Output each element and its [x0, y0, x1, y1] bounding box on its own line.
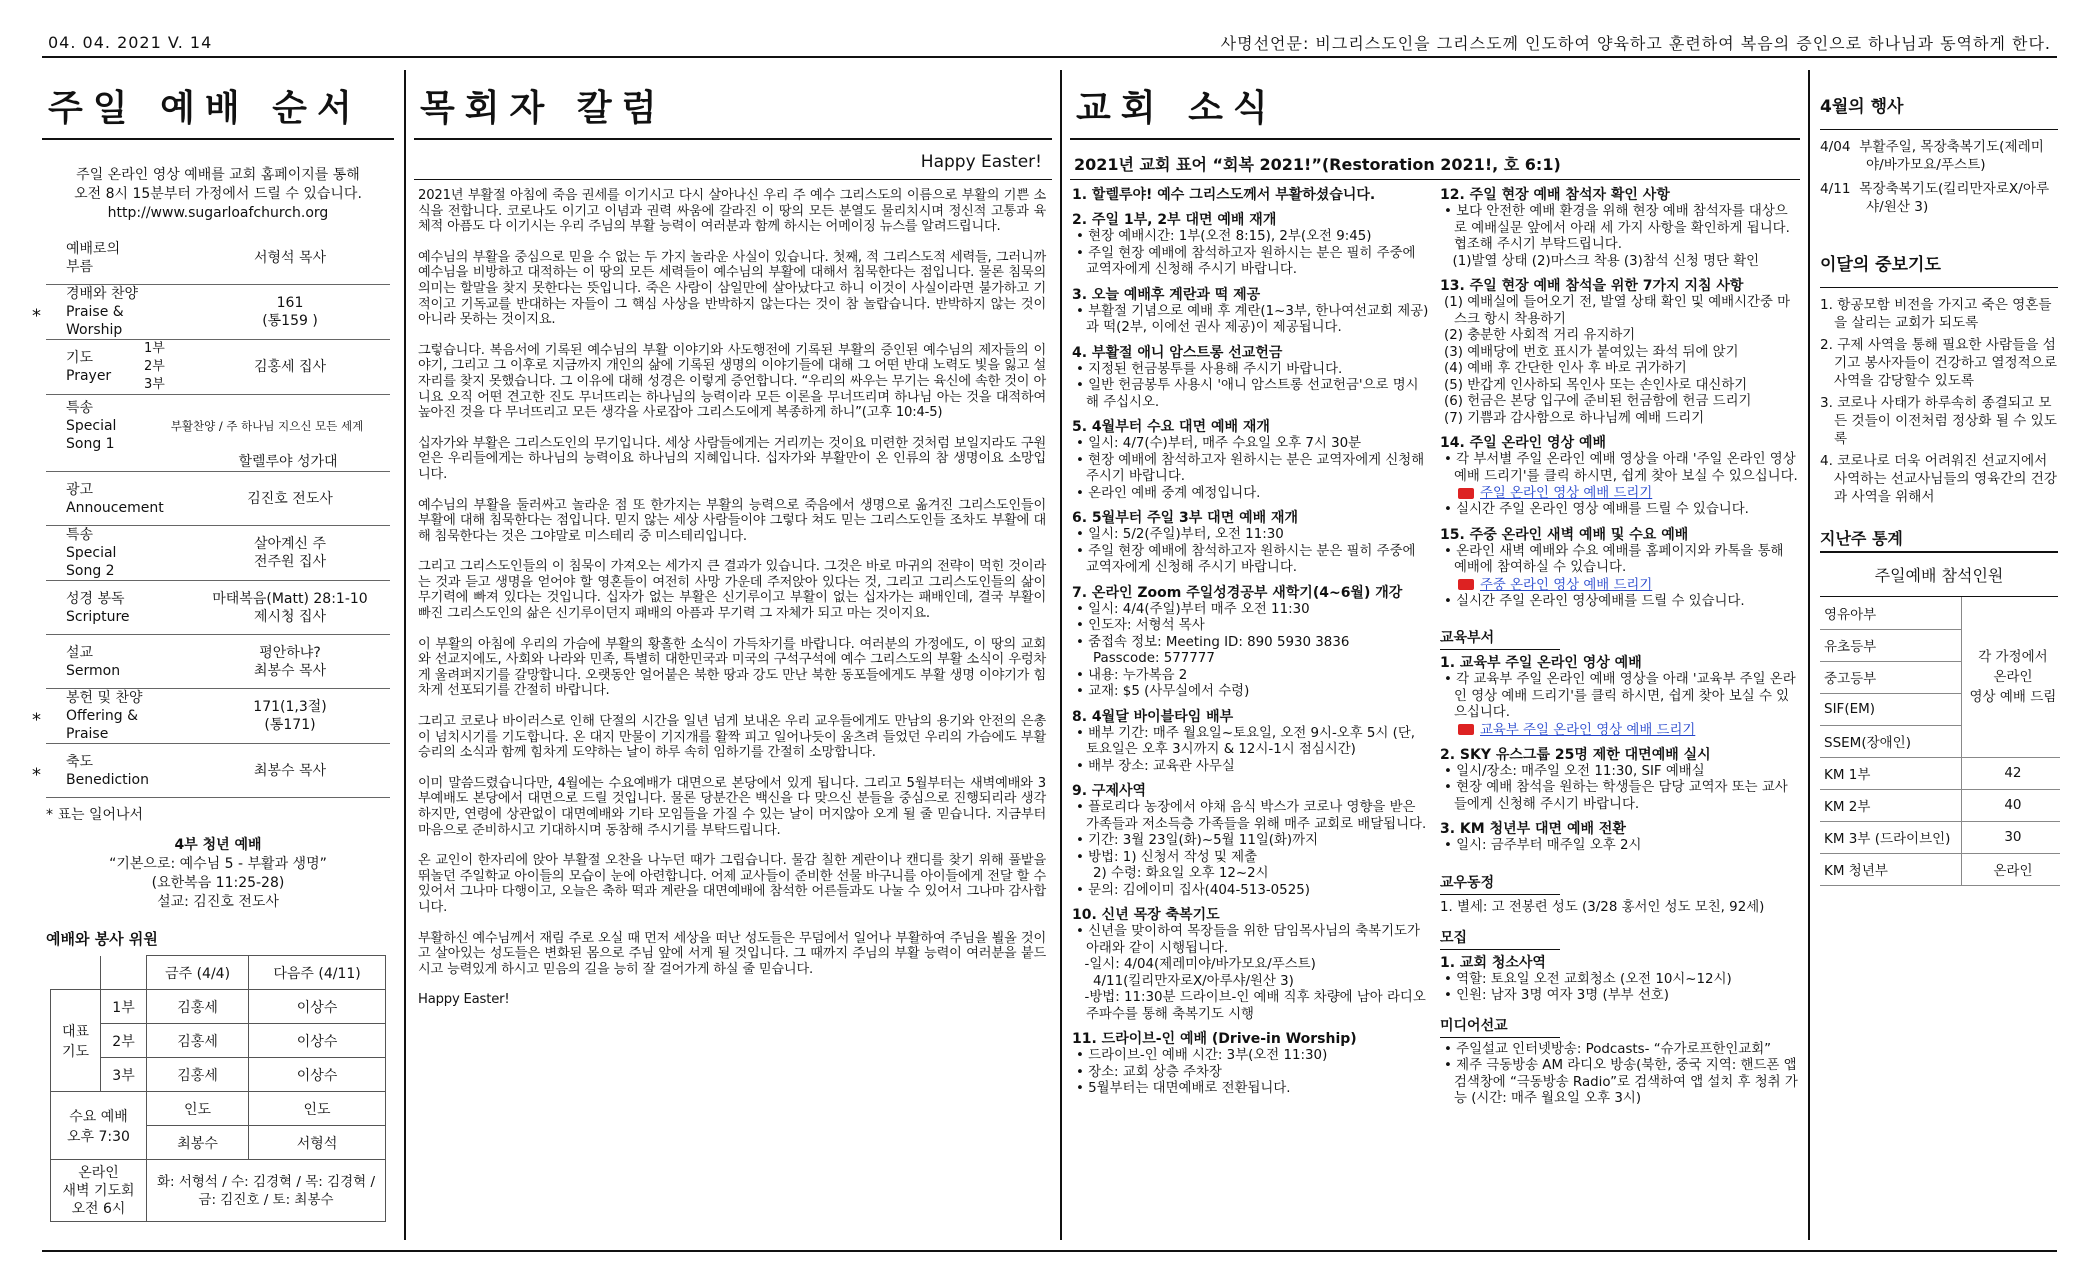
- column-body: [414, 180, 1052, 1008]
- stand-marker: *: [32, 764, 41, 786]
- news-line: • 줌접속 정보: Meeting ID: 890 5930 3836: [1076, 634, 1350, 650]
- news-right: [1440, 186, 1798, 1108]
- news-line: • 일시: 4/4(주일)부터 매주 오전 11:30: [1076, 601, 1310, 617]
- worship-order-row: [46, 340, 390, 395]
- stand-marker: *: [32, 709, 41, 731]
- staff-cell: 김홍세: [147, 1058, 249, 1092]
- staff-cell: 김홍세: [147, 990, 249, 1024]
- worship-order-row: [46, 526, 390, 581]
- stand-marker: *: [32, 305, 41, 327]
- order-value: 최봉수 목사: [253, 762, 327, 779]
- staff-cell: 최봉수: [147, 1126, 249, 1160]
- column-subtitle: Happy Easter!: [414, 140, 1052, 180]
- church-news-column: [1060, 70, 1800, 1240]
- worship-order-column: [32, 70, 394, 1240]
- event-text: 부활주일, 목장축복기도(제레미야/바가모요/푸스트): [1859, 139, 2044, 173]
- order-label: 경배와 찬양 Praise & Worship: [66, 286, 139, 338]
- order-value: 김홍세 집사: [253, 359, 327, 375]
- news-line: • 온라인 새벽 예배와 수요 예배를 홈페이지와 카톡을 통해 예배에 참여하실 수 있습니다.: [1444, 543, 1788, 575]
- prayer-item: 4. 코로나로 더욱 어려워진 선교지에서 사역하는 선교사님들의 영육간의 건강과 사역을 위해서: [1820, 453, 2058, 505]
- news-line: • 문의: 김에이미 집사(404-513-0525): [1076, 882, 1310, 898]
- order-value: 평안하냐? 최봉수 목사: [253, 644, 327, 679]
- stats-row-label: KM 2부: [1820, 789, 1961, 821]
- news-item: [1440, 434, 1798, 519]
- news-item: [1440, 186, 1798, 270]
- news-item: [1440, 654, 1798, 739]
- news-line: • 일시: 4/7(수)부터, 매주 수요일 오후 7시 30분: [1076, 436, 1362, 451]
- edu-section-title: 교육부서: [1440, 617, 1560, 650]
- news-line: (3) 예배당에 번호 표시가 붙여있는 좌석 뒤에 앉기: [1444, 344, 1739, 360]
- column-title: 목회자 칼럼: [414, 70, 1052, 140]
- column-paragraph: 이 부활의 아침에 우리의 가슴에 부활의 황홀한 소식이 가득차기를 바랍니다. 여러분의 가정에도, 이 땅의 교회와 선교지에도, 사회와 나라와 민족, 특별히 대한민국과 미국의 구석구석에 예수 그리스도의 부활 소식이 우렁차게 울려퍼지기를 갈망합니다. 오랫동안 얼어붙은 북한 땅과 강도 만난 북한 동포들에게도 부활 생명 이야기가 힘차게 선포되기를 간절히 바랍니다.: [418, 636, 1046, 699]
- worship-order-row: [46, 231, 390, 285]
- news-link-text[interactable]: 주일 온라인 영상 예배 드리기: [1480, 486, 1653, 501]
- stats-title: 지난주 통계: [1820, 510, 2058, 553]
- news-line: • 교재: $5 (사무실에서 수령): [1076, 684, 1250, 699]
- worship-order-row: [32, 285, 390, 340]
- standing-note: * 표는 일어나서: [46, 807, 144, 823]
- news-item: [1072, 1030, 1430, 1098]
- bottom-rule: [42, 1250, 2057, 1252]
- order-sub: 부활찬양 / 주 하나님 지으신 모든 세계: [170, 419, 364, 433]
- column-paragraph: 예수님의 부활을 중심으로 믿을 수 없는 두 가지 놀라운 사실이 있습니다. 첫째, 적 그리스도적 세력들, 그러니까 예수님을 비방하고 대적하는 이 땅의 모든 세력들이 예수님의 부활에 대해서 침묵한다는 점입니다. 물론 침묵의 의미는 할말을 찾지 못한다는 뜻입니다. 죽은 사람이 삼일만에 살아났다고 하니 이것이 사실이라면 불가하고 기적이고 기독교를 반대하는 자들이 그 핵심 사상을 반박하지 않는다는 것이 참 놀랍습니다. 반박하지 않는 것이 아니라 못하는 것이지요.: [418, 249, 1046, 328]
- news-line: • 배부 장소: 교육관 사무실: [1076, 758, 1235, 774]
- news-line: • 보다 안전한 예배 환경을 위해 현장 예배 참석자를 대상으로 예배실문 앞에서 아래 세 가지 사항을 확인하게 됩니다. 협조해 주시기 부탁드립니다.: [1444, 204, 1795, 252]
- news-heading: 5. 4월부터 수요 대면 예배 재개: [1072, 419, 1270, 435]
- news-heading: 6. 5월부터 주일 3부 대면 예배 재개: [1072, 510, 1299, 526]
- staff-cell: 인도: [249, 1092, 386, 1126]
- news-line: • 부활절 기념으로 예배 후 계란(1~3부, 한나여선교회 제공)과 떡(2부, 이에선 권사 제공)이 제공됩니다.: [1076, 303, 1429, 335]
- column-paragraph: 부활하신 예수님께서 재림 주로 오실 때 먼저 세상을 떠난 성도들은 무덤에서 일어나 부활하여 주님을 뵐올 것이고 살아있는 성도들은 변화된 몸으로 주님 앞에 서게 될 것입니다. 그 때까지 주님의 부활 능력이 여러분을 붙드시고 능력있게 하시고 믿음의 길을 능히 잘 걸어가게 하실 줄 믿습니다.: [418, 930, 1046, 977]
- news-line: • 장소: 교회 상층 주차장: [1076, 1064, 1222, 1080]
- news-item: [1072, 286, 1430, 337]
- media-section-title: 미디어선교: [1440, 1005, 1560, 1038]
- stats-row-label: 영유아부: [1820, 597, 1961, 629]
- news-heading: 7. 온라인 Zoom 주일성경공부 새학기(4~6월) 개강: [1072, 584, 1403, 601]
- news-link[interactable]: [1440, 485, 1798, 502]
- stats-subtitle: 주일예배 참석인원: [1820, 553, 2058, 597]
- order-label: 축도 Benediction: [66, 753, 149, 788]
- stats-value: 30: [1961, 821, 2060, 853]
- media-line: • 제주 극동방송 AM 라디오 방송(북한, 중국 지역: 핸드폰 앱 검색창에 “극동방송 Radio”로 검색하여 앱 설치 후 청취 가능 (시간: 매주 월요일 오후 3시): [1444, 1058, 1798, 1106]
- news-line: (6) 헌금은 본당 입구에 준비된 헌금함에 헌금 드리기: [1444, 394, 1752, 409]
- recruit-heading: 1. 교회 청소사역: [1440, 954, 1546, 971]
- news-item: [1072, 509, 1430, 577]
- order-sub: 1부 2부 3부: [144, 341, 165, 392]
- news-heading: 2. 주일 1부, 2부 대면 예배 재개: [1072, 212, 1277, 228]
- column-paragraph: 그리고 코로나 바이러스로 인해 단절의 시간을 일년 넘게 보내온 우리 교우들에게도 만남의 용기와 안전의 은총이 넘치시기를 기도합니다. 온 대지 만물이 기지개를 활짝 피고 일어나듯이 움츠려 들었던 우리의 가슴에도 부활 승리의 소식과 함께 힘차게 도약하는 날이 하루 속히 임하기를 간절히 소망합니다.: [418, 714, 1046, 761]
- church-motto: 2021년 교회 표어 “회복 2021!”(Restoration 2021!, 호 6:1): [1070, 140, 1800, 180]
- stats-row-label: 중고등부: [1820, 661, 1961, 693]
- news-item: [1072, 584, 1430, 701]
- sidebar-column: [1808, 70, 2058, 1240]
- column-paragraph: 온 교인이 한자리에 앉아 부활절 오찬을 나누던 때가 그립습니다. 물감 칠한 계란이나 캔디를 찾기 위해 풀밭을 뛰놀던 주일학교 아이들의 모습이 눈에 아련합니다. 어제 교사들이 준비한 선물 바구니를 아이들에게 전달 할 수 있어서 그나마 다행이고, 오늘은 축하 떡과 계란을 대면예배에 참석한 어른들과도 나눌 수 있어서 그나마 감사합니다.: [418, 853, 1046, 915]
- news-line: • 실시간 주일 온라인 영상예배를 드릴 수 있습니다.: [1444, 593, 1745, 609]
- news-line: (7) 기쁨과 감사함으로 하나님께 예배 드리기: [1444, 410, 1705, 426]
- news-item: [1072, 186, 1430, 204]
- news-item: [1440, 820, 1798, 855]
- stats-row-label: SIF(EM): [1820, 693, 1961, 725]
- news-line: • 각 부서별 주일 온라인 예배 영상을 아래 '주일 온라인 영상 예배 드리기'를 클릭 하시면, 쉽게 찾아 보실 수 있으십니다.: [1444, 452, 1800, 484]
- staff-title: 예배와 봉사 위원: [46, 930, 158, 948]
- column-paragraph: 그렇습니다. 복음서에 기록된 예수님의 부활 이야기와 사도행전에 기록된 부활의 증인된 예수님의 제자들의 이야기, 그리고 그 이후로 지금까지 개인의 삶에 기록된 생명의 이야기들에 대해 그 어떤 반대 노력도 빛을 잃고 설 자리를 찾지 못했습니다. 그 이유에 대해 성경은 이렇게 증언합니다. “우리의 싸우는 무기는 육신에 속한 것이 아니요 오직 어떤 견고한 진도 무너뜨리는 하나님의 능력이라 모든 이론을 무너뜨리며 하나님 아는 것을 대적하여 높아진 것을 다 무너뜨리고 모든 생각을 사로잡아 그리스도에게 복종하게 하니”(고후 10:4-5): [418, 342, 1046, 421]
- event-date: 4/04: [1820, 139, 1851, 155]
- order-label: 특송 Special Song 1: [66, 400, 117, 452]
- stats-value: 42: [1961, 757, 2060, 789]
- intro-line: 오전 8시 15분부터 가정에서 드릴 수 있습니다.: [74, 186, 362, 202]
- column-paragraph: 십자가와 부활은 그리스도인의 무기입니다. 세상 사람들에게는 거리끼는 것이요 미련한 것처럼 보일지라도 구원얻은 우리들에게는 하나님의 능력이요 하나님의 지혜입니다. 십자가와 부활만이 온 인류의 참 생명이요 소망입니다.: [418, 435, 1046, 482]
- staff-cell: 서형석: [249, 1126, 386, 1160]
- order-label: 광고 Annoucement: [66, 481, 164, 516]
- order-label: 기도 Prayer: [66, 350, 112, 384]
- worship-title: 주일 예배 순서: [42, 70, 394, 140]
- news-line: (4) 예배 후 간단한 인사 후 바로 귀가하기: [1444, 361, 1687, 376]
- news-item: [1072, 906, 1430, 1023]
- media-line: • 주일설교 인터넷방송: Podcasts- “슈가로프한인교회”: [1444, 1041, 1772, 1057]
- stats-row-label: 유초등부: [1820, 629, 1961, 661]
- news-line: • 기간: 3월 23일(화)~5월 11일(화)까지: [1076, 833, 1319, 848]
- mission-statement: 사명선언문: 비그리스도인을 그리스도께 인도하여 양육하고 훈련하여 복음의 증인으로 하나님과 동역하게 한다.: [1220, 33, 2051, 53]
- news-line: • 플로리다 농장에서 야채 음식 박스가 코로나 영향을 받은 가족들과 저소득층 가족들을 위해 매주 교회로 배달됩니다.: [1076, 800, 1427, 832]
- order-label: 성경 봉독 Scripture: [66, 590, 130, 625]
- news-item: [1440, 277, 1798, 427]
- worship-order-list: [32, 231, 390, 798]
- news-line: • 현장 예배에 참석하고자 원하시는 분은 교역자에게 신청해 주시기 바랍니다.: [1076, 452, 1429, 484]
- pastor-column: [404, 70, 1052, 1240]
- issue-date: 04. 04. 2021 V. 14: [48, 32, 213, 52]
- event-text: 목장축복기도(킬리만자로X/아루샤/원산 3): [1859, 181, 2050, 215]
- worship-order-row: [32, 689, 390, 744]
- news-line: • 일시: 금주부터 매주일 오후 2시: [1444, 838, 1642, 853]
- news-item: [1072, 708, 1430, 776]
- news-line: • 신년을 맞이하여 목장들을 위한 담임목사님의 축복기도가 아래와 같이 시행됩니다.: [1076, 924, 1425, 956]
- wednesday-label: 수요 예배 오후 7:30: [51, 1092, 147, 1160]
- news-heading: 10. 신년 목장 축복기도: [1072, 907, 1220, 923]
- member-section-title: 교우동정: [1440, 862, 1560, 895]
- news-item: [1072, 344, 1430, 412]
- member-news: 1. 별세: 고 전봉련 성도 (3/28 홍서인 성도 모친, 92세): [1440, 899, 1765, 915]
- news-link[interactable]: [1440, 722, 1798, 739]
- news-line: (1)발열 상태 (2)마스크 착용 (3)참석 신청 명단 확인: [1444, 253, 1760, 269]
- news-line: • 주일 현장 예배에 참석하고자 원하시는 분은 필히 주중에 교역자에게 신청해 주시기 바랍니다.: [1076, 543, 1420, 575]
- order-value: 161 (통159 ): [262, 295, 318, 329]
- news-title: 교회 소식: [1070, 70, 1800, 140]
- staff-cell: 인도: [147, 1092, 249, 1126]
- news-line: -방법: 11:30분 드라이브-인 예배 직후 차량에 남아 라디오 주파수를 통해 축복기도 시행: [1076, 990, 1431, 1022]
- column-paragraph: 2021년 부활절 아침에 죽음 권세를 이기시고 다시 살아나신 우리 주 예수 그리스도의 이름으로 부활의 기쁜 소식을 전합니다. 코로나도 이기고 이념과 권력 싸움에 갈라진 이 땅의 모든 분열도 물리치시며 정신적 고통과 육체적 아픔도 다 이기시는 우리 주님의 부활 능력이 여러분과 함께 하시는 어메이징 뉴스를 알려드립니다.: [418, 188, 1046, 235]
- news-line: 2) 수령: 화요일 오후 12~2시: [1076, 866, 1269, 881]
- dawn-prayer-label: 온라인 새벽 기도회 오전 6시: [51, 1160, 147, 1222]
- event-item: [1820, 138, 2058, 174]
- prayer-item: 1. 항공모함 비전을 가지고 죽은 영혼들을 살리는 교회가 되도록: [1820, 297, 2052, 331]
- news-item: [1072, 418, 1430, 502]
- news-heading: 1. 할렐루야! 예수 그리스도께서 부활하셨습니다.: [1072, 187, 1376, 203]
- news-line: • 현장 예배 참석을 원하는 학생들은 담당 교역자 또는 교사들에게 신청해 주시기 바랍니다.: [1444, 780, 1788, 812]
- news-line: • 각 교육부 주일 온라인 예배 영상을 아래 '교육부 주일 온라인 영상 예배 드리기'를 클릭 하시면, 쉽게 찾아 보실 수 있으십니다.: [1444, 672, 1796, 720]
- link-arrow-icon: [1458, 579, 1474, 590]
- dawn-prayer-schedule: 화: 서형석 / 수: 김경혁 / 목: 김경혁 / 금: 김진호 / 토: 최봉수: [147, 1160, 386, 1222]
- order-value: 마태복음(Matt) 28:1-10 제시청 집사: [212, 590, 368, 625]
- news-heading: 9. 구제사역: [1072, 783, 1147, 799]
- stats-table: [1820, 597, 2060, 886]
- news-heading: 3. KM 청년부 대면 예배 전환: [1440, 821, 1626, 837]
- news-heading: 14. 주일 온라인 영상 예배: [1440, 435, 1607, 451]
- news-item: [1072, 782, 1430, 899]
- news-heading: 1. 교육부 주일 온라인 영상 예배: [1440, 655, 1642, 671]
- order-value: 김진호 전도사: [247, 490, 333, 507]
- news-line: • 내용: 누가복음 2: [1076, 667, 1188, 683]
- news-heading: 15. 주중 온라인 새벽 예배 및 수요 예배: [1440, 526, 1689, 543]
- stats-row-label: KM 청년부: [1820, 853, 1961, 885]
- order-label: 설교 Sermon: [66, 644, 121, 679]
- worship-order-row: [46, 472, 390, 526]
- youth-title: 4부 청년 예배: [174, 837, 262, 853]
- news-line: • 주일 현장 예배에 참석하고자 원하시는 분은 필히 주중에 교역자에게 신청해 주시기 바랍니다.: [1076, 245, 1420, 277]
- order-label: 봉헌 및 찬양 Offering & Praise: [66, 690, 143, 742]
- news-line: • 방법: 1) 신청서 작성 및 제출: [1076, 849, 1258, 865]
- news-item: [1072, 211, 1430, 279]
- worship-order-row: [46, 635, 390, 689]
- news-heading: 11. 드라이브-인 예배 (Drive-in Worship): [1072, 1031, 1357, 1047]
- next-week-header: 다음주 (4/11): [249, 956, 386, 990]
- worship-intro: [42, 140, 394, 231]
- recruit-section-title: 모집: [1440, 917, 1560, 950]
- news-heading: 3. 오늘 예배후 계란과 떡 제공: [1072, 286, 1261, 303]
- news-link-text[interactable]: 주중 온라인 영상 예배 드리기: [1480, 577, 1653, 593]
- prayer-item: 2. 구제 사역을 통해 필요한 사람들을 섬기고 봉사자들이 건강하고 열정적으로 사역을 감당할수 있도록: [1820, 337, 2058, 389]
- intro-line: 주일 온라인 영상 예배를 교회 홈페이지를 통해: [76, 167, 360, 183]
- youth-theme: “기본으로: 예수님 5 - 부활과 생명”: [109, 856, 327, 872]
- recruit-line: • 역할: 토요일 오전 교회청소 (오전 10시~12시): [1444, 971, 1732, 987]
- news-heading: 8. 4월달 바이블타임 배부: [1072, 708, 1234, 725]
- news-heading: 4. 부활절 애니 암스트롱 선교헌금: [1072, 344, 1283, 361]
- news-link[interactable]: [1440, 577, 1798, 594]
- news-heading: 12. 주일 현장 예배 참석자 확인 사항: [1440, 187, 1670, 203]
- prayer-title: 이달의 중보기도: [1820, 222, 2058, 288]
- order-value: 서형석 목사: [253, 249, 327, 266]
- news-line: (1) 예배실에 들어오기 전, 발열 상태 확인 및 예배시간중 마스크 항시 착용하기: [1444, 295, 1791, 327]
- stats-row-label: SSEM(장애인): [1820, 725, 1961, 757]
- youth-scripture: (요한복음 11:25-28): [151, 875, 285, 891]
- news-line: • 5월부터는 대면예배로 전환됩니다.: [1076, 1081, 1291, 1096]
- church-url-link[interactable]: http://www.sugarloafchurch.org: [107, 205, 329, 221]
- news-heading: 13. 주일 현장 예배 참석을 위한 7가지 지침 사항: [1440, 278, 1744, 294]
- news-line: 4/11(킬리만자로X/아루샤/원산 3): [1076, 973, 1294, 989]
- order-label: 특송 Special Song 2: [66, 527, 117, 579]
- news-line: (5) 반갑게 인사하되 목인사 또는 손인사로 대신하기: [1444, 377, 1748, 393]
- staff-cell: 김홍세: [147, 1024, 249, 1058]
- stats-row-label: KM 1부: [1820, 757, 1961, 789]
- stats-row-label: KM 3부 (드라이브인): [1820, 821, 1961, 853]
- news-line: • 배부 기간: 매주 월요일~토요일, 오전 9시-오후 5시 (단, 토요일은 오후 3시까지 & 12시-1시 점심시간): [1076, 725, 1420, 757]
- column-paragraph: 그리고 그리스도인들의 이 침묵이 가져오는 세가지 큰 결과가 있습니다. 그것은 바로 마귀의 전략이 먹힌 것이라는 것과 듣고 생명을 얻어야 할 영혼들이 여전히 사망 가운데 주저앉아 있다는 것, 그리고 그리스도인들의 삶이 무기력에 빠져 있다는 것입니다. 십자가 없는 부활은 신기루이고 부활이 없는 십자가는 패배인데, 결국 부활이 빠진 그리스도인의 삶은 신기루이던지 패배의 아픔과 무기력 그 자체가 되고 마는 것이지요.: [418, 559, 1046, 622]
- news-line: • 일시/장소: 매주일 오전 11:30, SIF 예배실: [1444, 763, 1705, 779]
- news-line: • 온라인 예배 중계 예정입니다.: [1076, 485, 1261, 501]
- staff-table: [50, 955, 386, 1222]
- service-label: 1부: [101, 990, 147, 1024]
- link-arrow-icon: [1458, 724, 1474, 735]
- events-title: 4월의 행사: [1820, 70, 2058, 130]
- news-line: -일시: 4/04(제레미야/바가모요/푸스트): [1076, 957, 1316, 972]
- news-line: • 일시: 5/2(주일)부터, 오전 11:30: [1076, 527, 1284, 542]
- news-line: • 실시간 주일 온라인 영상 예배를 드릴 수 있습니다.: [1444, 502, 1749, 517]
- service-label: 3부: [101, 1058, 147, 1092]
- stats-value: 온라인: [1961, 853, 2060, 885]
- event-item: [1820, 180, 2058, 216]
- news-line: • 일반 헌금봉투 사용시 '애니 암스트롱 선교헌금'으로 명시해 주십시오.: [1076, 378, 1419, 410]
- column-paragraph: 예수님의 부활을 둘러싸고 놀라운 점 또 한가지는 부활의 능력으로 죽음에서 생명으로 옮겨진 그리스도인들이 부활에 대해 침묵한다는 점입니다. 믿지 않는 세상 사람들이야 그렇다 쳐도 믿는 그리스도인들 조차도 부활에 대해 침묵한다는 것은 그야말로 미스테리 중 미스테리입니다.: [418, 497, 1046, 544]
- service-label: 2부: [101, 1024, 147, 1058]
- news-link-text[interactable]: 교육부 주일 온라인 영상 예배 드리기: [1480, 722, 1696, 738]
- column-paragraph: Happy Easter!: [418, 992, 510, 1008]
- youth-preacher: 설교: 김진호 전도사: [157, 894, 279, 910]
- news-line: • 인도자: 서형석 목사: [1076, 618, 1205, 633]
- staff-cell: 이상수: [249, 1058, 386, 1092]
- news-left: [1072, 186, 1430, 1108]
- news-line: (2) 충분한 사회적 거리 유지하기: [1444, 328, 1636, 343]
- order-value: 할렐루야 성가대: [238, 454, 338, 470]
- order-value: 171(1,3절) (통171): [253, 699, 327, 733]
- news-item: [1440, 526, 1798, 611]
- column-paragraph: 이미 말씀드렸습니다만, 4월에는 수요예배가 대면으로 본당에서 있게 됩니다. 그리고 5월부터는 새벽예배와 3부예배도 본당에서 대면으로 드릴 것입니다. 물론 당분간은 백신을 다 맞으신 분들을 중심으로 진행되리라 생각하지만, 연령에 상관없이 대면예배와 기타 모임들을 가질 수 있는 날이 머지않아 오게 될 줄 믿습니다. 지금부터 마음으로 준비하시고 기대하시며 동참해 주시기를 부탁드립니다.: [418, 775, 1046, 838]
- event-date: 4/11: [1820, 181, 1851, 197]
- worship-order-row: [46, 581, 390, 635]
- top-header: [42, 28, 2057, 58]
- news-line: • 지정된 헌금봉투를 사용해 주시기 바랍니다.: [1076, 361, 1343, 377]
- news-line: Passcode: 577777: [1076, 651, 1215, 666]
- this-week-header: 금주 (4/4): [147, 956, 249, 990]
- news-heading: 2. SKY 유스그룹 25명 제한 대면예배 실시: [1440, 746, 1711, 763]
- order-label: 예배로의 부름: [66, 240, 121, 275]
- stats-value: 40: [1961, 789, 2060, 821]
- recruit-line: • 인원: 남자 3명 여자 3명 (부부 선호): [1444, 988, 1669, 1003]
- news-line: • 현장 예배시간: 1부(오전 8:15), 2부(오전 9:45): [1076, 229, 1372, 244]
- news-line: • 드라이브-인 예배 시간: 3부(오전 11:30): [1076, 1048, 1328, 1063]
- staff-cell: 이상수: [249, 1024, 386, 1058]
- news-item: [1440, 746, 1798, 814]
- worship-order-row: [46, 395, 390, 472]
- staff-cell: 이상수: [249, 990, 386, 1024]
- prayer-item: 3. 코로나 사태가 하루속히 종결되고 모든 것들이 이전처럼 정상화 될 수 있도록: [1820, 395, 2057, 447]
- order-value: 살아계신 주 전주원 집사: [253, 536, 327, 570]
- rep-prayer-label: 대표 기도: [51, 990, 101, 1092]
- stats-merged-note: 각 가정에서 온라인 영상 예배 드림: [1961, 597, 2060, 757]
- link-arrow-icon: [1458, 488, 1474, 499]
- worship-order-row: [32, 744, 390, 798]
- youth-worship: [42, 830, 394, 918]
